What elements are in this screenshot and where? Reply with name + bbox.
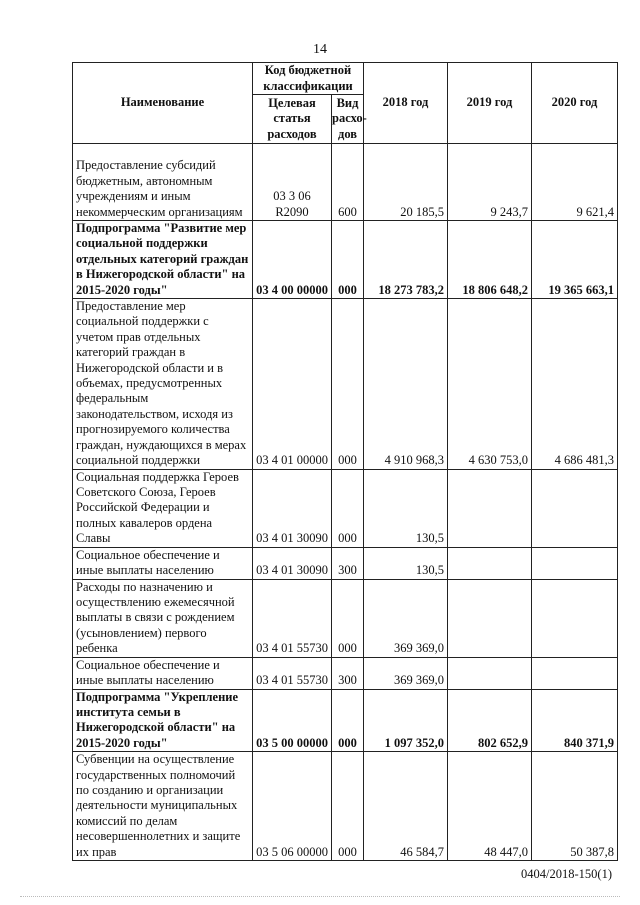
row-value-2018: 130,5 [364, 547, 448, 579]
header-year-2019: 2019 год [448, 63, 532, 144]
row-value-2018: 20 185,5 [364, 144, 448, 221]
row-target-article: 03 4 01 55730 [253, 579, 332, 657]
table-row [73, 547, 618, 579]
row-value-2020 [532, 547, 618, 579]
row-target-article: 03 4 01 30090 [253, 547, 332, 579]
bottom-divider [20, 896, 620, 897]
row-expense-type: 000 [332, 469, 364, 547]
row-expense-type: 000 [332, 752, 364, 861]
row-expense-type: 600 [332, 144, 364, 221]
row-value-2018: 18 273 783,2 [364, 221, 448, 299]
row-value-2020: 50 387,8 [532, 752, 618, 861]
row-name: Подпрограмма "Развитие мер социальной поддержки отдельных категорий граждан в Нижегородской области" на 2015-2020 годы" [73, 221, 253, 299]
row-value-2019: 4 630 753,0 [448, 299, 532, 469]
row-target-article: 03 3 06 R2090 [253, 144, 332, 221]
row-value-2019 [448, 579, 532, 657]
row-expense-type: 000 [332, 689, 364, 752]
row-name: Субвенции на осуществление государственных полномочий по созданию и организации деятельности муниципальных комиссий по делам несовершеннолетних и защите их прав [73, 752, 253, 861]
row-expense-type: 000 [332, 579, 364, 657]
row-value-2019: 18 806 648,2 [448, 221, 532, 299]
table-row [73, 752, 618, 861]
row-target-article: 03 5 06 00000 [253, 752, 332, 861]
row-value-2019: 48 447,0 [448, 752, 532, 861]
header-code-group: Код бюджетной классификации [253, 63, 364, 95]
row-expense-type: 000 [332, 221, 364, 299]
row-value-2019 [448, 469, 532, 547]
row-value-2020 [532, 657, 618, 689]
row-name: Расходы по назначению и осуществлению ежемесячной выплаты в связи с рождением (усыновлением) первого ребенка [73, 579, 253, 657]
row-value-2018: 4 910 968,3 [364, 299, 448, 469]
row-target-article: 03 4 01 30090 [253, 469, 332, 547]
header-target-article: Целевая статья расходов [253, 95, 332, 144]
row-name: Подпрограмма "Укрепление института семьи в Нижегородской области" на 2015-2020 годы" [73, 689, 253, 752]
row-value-2020: 9 621,4 [532, 144, 618, 221]
row-target-article: 03 5 00 00000 [253, 689, 332, 752]
page-number: 14 [313, 42, 327, 57]
row-target-article: 03 4 01 55730 [253, 657, 332, 689]
row-value-2019 [448, 547, 532, 579]
row-target-article: 03 4 01 00000 [253, 299, 332, 469]
budget-table [72, 62, 618, 861]
table-row [73, 299, 618, 469]
row-value-2020: 840 371,9 [532, 689, 618, 752]
table-row [73, 657, 618, 689]
row-expense-type: 300 [332, 657, 364, 689]
row-value-2018: 130,5 [364, 469, 448, 547]
table-row [73, 144, 618, 221]
header-expense-type: Вид расхо-дов [332, 95, 364, 144]
row-expense-type: 000 [332, 299, 364, 469]
header-name: Наименование [73, 63, 253, 144]
table-row-subprogram [73, 689, 618, 752]
row-name: Предоставление мер социальной поддержки с учетом прав отдельных категорий граждан в Нижегородской области и в объемах, предусмотренных федеральным законодательством, исходя из прогнозируемого количества граждан, нуждающихся в мерах социальной поддержки [73, 299, 253, 469]
table-row [73, 469, 618, 547]
header-year-2020: 2020 год [532, 63, 618, 144]
header-year-2018: 2018 год [364, 63, 448, 144]
row-value-2018: 1 097 352,0 [364, 689, 448, 752]
row-value-2018: 369 369,0 [364, 657, 448, 689]
row-value-2018: 369 369,0 [364, 579, 448, 657]
row-value-2020 [532, 579, 618, 657]
row-name: Социальное обеспечение и иные выплаты населению [73, 547, 253, 579]
table-row-subprogram [73, 221, 618, 299]
row-name: Предоставление субсидий бюджетным, автономным учреждениям и иным некоммерческим организациям [73, 144, 253, 221]
row-value-2019 [448, 657, 532, 689]
row-value-2020: 4 686 481,3 [532, 299, 618, 469]
row-value-2018: 46 584,7 [364, 752, 448, 861]
row-value-2019: 9 243,7 [448, 144, 532, 221]
row-value-2020: 19 365 663,1 [532, 221, 618, 299]
document-number: 0404/2018-150(1) [521, 867, 612, 881]
row-name: Социальная поддержка Героев Советского Союза, Героев Российской Федерации и полных кавалеров ордена Славы [73, 469, 253, 547]
row-value-2020 [532, 469, 618, 547]
row-expense-type: 300 [332, 547, 364, 579]
row-value-2019: 802 652,9 [448, 689, 532, 752]
row-target-article: 03 4 00 00000 [253, 221, 332, 299]
table-row [73, 579, 618, 657]
row-name: Социальное обеспечение и иные выплаты населению [73, 657, 253, 689]
